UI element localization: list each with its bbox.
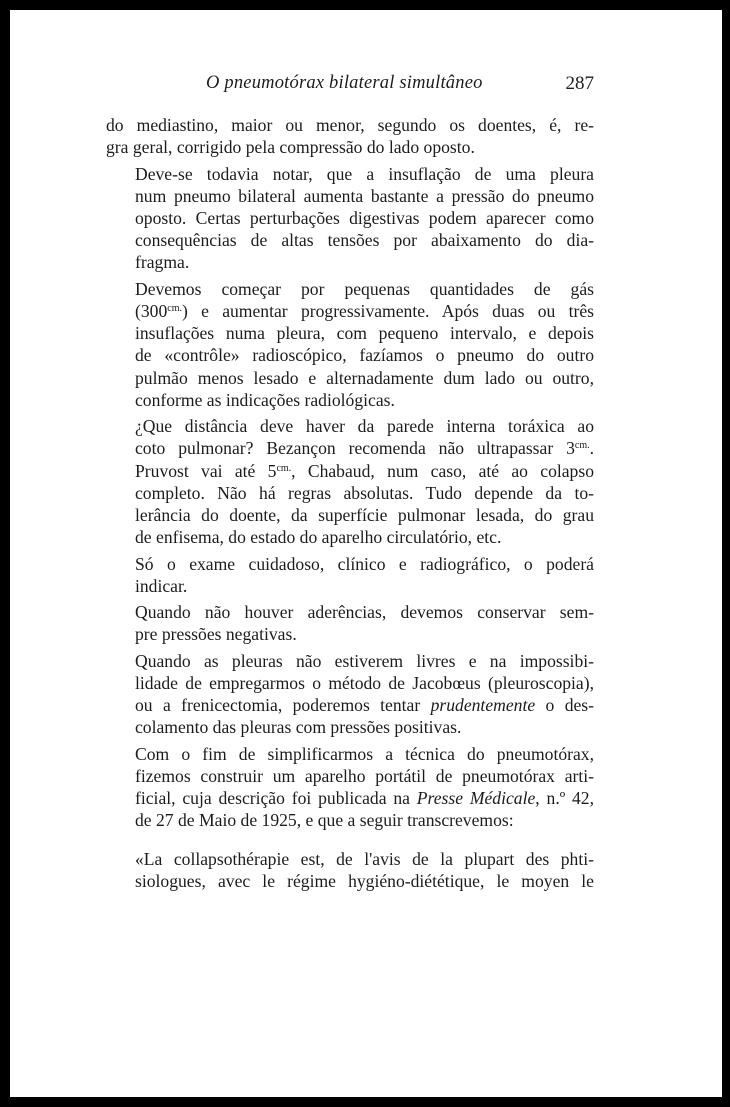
text-fragment: . xyxy=(589,438,594,459)
emphasis: prudentemente xyxy=(430,695,536,716)
page-header xyxy=(106,73,594,103)
running-title: O pneumotórax bilateral simultâneo xyxy=(206,73,483,93)
journal-title: Presse Médicale xyxy=(416,788,536,809)
text-line xyxy=(106,437,594,459)
text-fragment: ficial, cuja descrição foi publicada na xyxy=(135,788,417,809)
paragraph xyxy=(106,278,594,411)
text-line: colamento das pleuras com pressões positivas. xyxy=(135,717,462,738)
text-fragment: , n.º 42, xyxy=(535,788,594,809)
paragraph xyxy=(106,743,594,832)
text-line: lidade de empregarmos o método de Jacobœus (pleuroscopia), xyxy=(135,673,594,693)
text-line: indicar. xyxy=(135,575,188,596)
text-line: Deve-se todavia notar, que a insuflação de uma pleura xyxy=(135,163,594,184)
paragraph xyxy=(106,114,594,158)
text-line: num pneumo bilateral aumenta bastante a pressão do pneumo xyxy=(135,185,594,206)
text-fragment: (300 xyxy=(135,301,168,321)
text-line: «La collapsothérapie est, de l'avis de la plupart des phti- xyxy=(135,848,594,869)
text-line: oposto. Certas perturbações digestivas podem aparecer como xyxy=(135,208,594,228)
text-line: consequências de altas tensões por abaixamento do dia- xyxy=(135,230,594,251)
paragraph xyxy=(106,650,594,739)
unit-superscript: cm. xyxy=(276,462,292,474)
text-line xyxy=(106,460,594,482)
paragraph xyxy=(106,163,594,274)
text-line: conforme as indicações radiológicas. xyxy=(135,389,395,410)
text-line: fizemos construir um aparelho portátil de pneumotórax arti- xyxy=(135,766,594,786)
text-fragment: coto pulmonar? Bezançon recomenda não ultrapassar 3 xyxy=(135,438,575,459)
text-line: do mediastino, maior ou menor, segundo os doentes, é, re- xyxy=(106,115,594,135)
paragraph xyxy=(106,553,594,597)
paragraph xyxy=(106,415,594,548)
text-line: Quando as pleuras não estiverem livres e na impossibi- xyxy=(135,650,594,671)
text-line: lerância do doente, da superfície pulmonar lesada, do grau xyxy=(135,505,594,526)
text-line: insuflações numa pleura, com pequeno intervalo, e depois xyxy=(135,323,594,344)
text-line: de enfisema, do estado do aparelho circulatório, etc. xyxy=(135,527,502,548)
unit-superscript: cm. xyxy=(167,303,182,314)
paragraph xyxy=(106,601,594,645)
text-line: de «contrôle» radioscópico, fazíamos o pneumo do outro xyxy=(135,345,594,366)
text-line: pre pressões negativas. xyxy=(135,624,297,645)
book-page xyxy=(10,10,722,1097)
text-line: ¿Que distância deve haver da parede interna toráxica ao xyxy=(135,416,594,437)
text-line: Quando não houver aderências, devemos conservar sem- xyxy=(135,602,594,623)
text-line: pulmão menos lesado e alternadamente dum lado ou outro, xyxy=(135,367,594,388)
text-line: completo. Não há regras absolutas. Tudo depende da to- xyxy=(135,482,594,503)
text-fragment: Pruvost vai até 5 xyxy=(135,460,277,481)
quoted-paragraph xyxy=(106,848,594,892)
text-line xyxy=(106,787,594,809)
text-fragment: o des- xyxy=(535,695,594,716)
unit-superscript: cm. xyxy=(574,440,590,452)
text-line xyxy=(106,300,594,322)
text-line xyxy=(106,694,594,716)
text-fragment: , Chabaud, num caso, até ao colapso xyxy=(291,460,595,481)
page-number: 287 xyxy=(565,73,594,94)
body-text xyxy=(106,114,594,896)
text-line: Devemos começar por pequenas quantidades de gás xyxy=(135,278,594,299)
text-line: siologues, avec le régime hygiéno-diététique, le moyen le xyxy=(135,870,594,891)
text-line: Com o fim de simplificarmos a técnica do pneumotórax, xyxy=(135,743,594,764)
text-line: gra geral, corrigido pela compressão do lado oposto. xyxy=(106,137,475,158)
text-line: fragma. xyxy=(135,252,190,273)
text-fragment: ou a frenicectomia, poderemos tentar xyxy=(135,695,431,716)
text-line: Só o exame cuidadoso, clínico e radiográfico, o poderá xyxy=(135,553,594,574)
text-fragment: ) e aumentar progressivamente. Após duas ou três xyxy=(181,301,594,321)
text-line: de 27 de Maio de 1925, e que a seguir transcrevemos: xyxy=(135,810,514,831)
